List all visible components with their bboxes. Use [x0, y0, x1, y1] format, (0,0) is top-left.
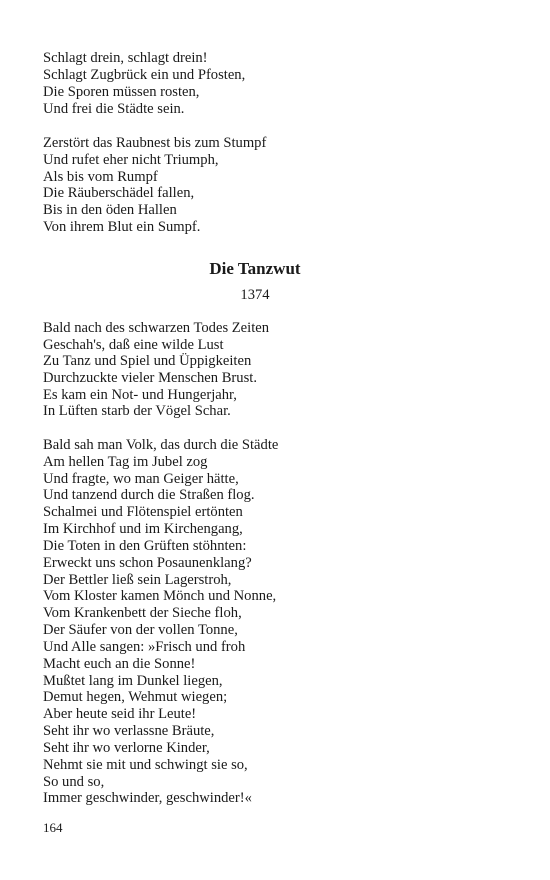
- verse-line: Die Toten in den Grüften stöhnten:: [43, 538, 247, 554]
- verse-line: Und Alle sangen: »Frisch und froh: [43, 639, 246, 655]
- verse-line: Vom Kloster kamen Mönch und Nonne,: [43, 588, 277, 604]
- verse-line: Von ihrem Blut ein Sumpf.: [43, 219, 201, 235]
- verse-line: Bald sah man Volk, das durch die Städte: [43, 437, 279, 453]
- verse-line: Vom Krankenbett der Sieche floh,: [43, 605, 242, 621]
- verse-line: Und fragte, wo man Geiger hätte,: [43, 471, 239, 487]
- verse-line: Und tanzend durch die Straßen flog.: [43, 487, 255, 503]
- verse-line: Die Räuberschädel fallen,: [43, 185, 195, 201]
- verse-line: Erweckt uns schon Posaunenklang?: [43, 555, 252, 571]
- verse-line: In Lüften starb der Vögel Schar.: [43, 403, 231, 419]
- page-number: 164: [43, 820, 63, 835]
- verse-line: Und frei die Städte sein.: [43, 101, 185, 117]
- verse-line: Am hellen Tag im Jubel zog: [43, 454, 208, 470]
- poem-title: Die Tanzwut: [209, 259, 301, 278]
- verse-line: Der Bettler ließ sein Lagerstroh,: [43, 572, 232, 588]
- verse-line: Zu Tanz und Spiel und Üppigkeiten: [43, 353, 252, 369]
- verse-line: Bis in den öden Hallen: [43, 202, 177, 218]
- verse-line: Seht ihr wo verlorne Kinder,: [43, 740, 210, 756]
- verse-line: Im Kirchhof und im Kirchengang,: [43, 521, 243, 537]
- verse-line: Schlagt drein, schlagt drein!: [43, 50, 208, 66]
- verse-line: Geschah's, daß eine wilde Lust: [43, 337, 224, 353]
- verse-line: Durchzuckte vieler Menschen Brust.: [43, 370, 257, 386]
- verse-line: Demut hegen, Wehmut wiegen;: [43, 689, 228, 705]
- verse-line: Es kam ein Not- und Hungerjahr,: [43, 387, 237, 403]
- poem-year: 1374: [240, 287, 270, 303]
- verse-line: Nehmt sie mit und schwingt sie so,: [43, 757, 248, 773]
- verse-line: Als bis vom Rumpf: [43, 169, 158, 185]
- verse-line: Immer geschwinder, geschwinder!«: [43, 790, 252, 806]
- verse-line: Mußtet lang im Dunkel liegen,: [43, 673, 223, 689]
- verse-line: Seht ihr wo verlassne Bräute,: [43, 723, 215, 739]
- verse-line: Schlagt Zugbrück ein und Pfosten,: [43, 67, 246, 83]
- verse-line: Die Sporen müssen rosten,: [43, 84, 200, 100]
- verse-line: Zerstört das Raubnest bis zum Stumpf: [43, 135, 267, 151]
- verse-line: So und so,: [43, 774, 105, 790]
- verse-line: Und rufet eher nicht Triumph,: [43, 152, 219, 168]
- verse-line: Der Säufer von der vollen Tonne,: [43, 622, 238, 638]
- verse-line: Bald nach des schwarzen Todes Zeiten: [43, 320, 270, 336]
- verse-line: Macht euch an die Sonne!: [43, 656, 196, 672]
- verse-line: Aber heute seid ihr Leute!: [43, 706, 197, 722]
- verse-line: Schalmei und Flötenspiel ertönten: [43, 504, 243, 520]
